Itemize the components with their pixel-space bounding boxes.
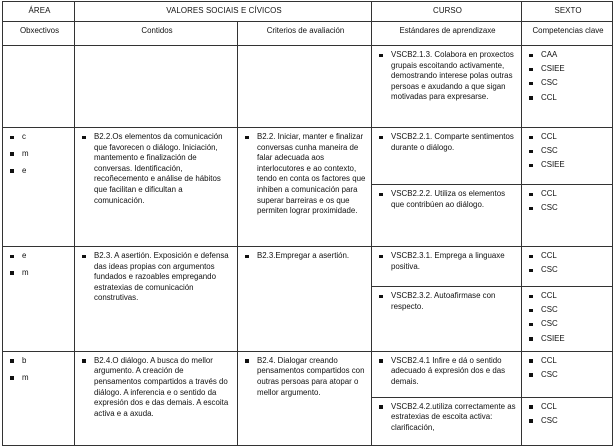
content-text: B2.2.Os elementos da comunicación que favorecen o diálogo. Iniciación, mantemento e finalización de conversas. Identificación, recoñecemento e análise de hábitos que facilitan e dificultan a comunicación.	[81, 132, 233, 206]
competence-item: CSC	[528, 146, 608, 157]
standard-cell	[372, 46, 522, 128]
standard-text: VSCB2.3.2. Autoafirmase con respecto.	[378, 291, 517, 312]
competence-item: CCL	[528, 291, 608, 302]
competence-item: CCL	[528, 356, 608, 367]
objective-item: m	[9, 149, 70, 160]
objective-item: m	[9, 373, 70, 384]
standard-text: VSCB2.1.3. Colabora en proxectos grupais escoitando activamente, demostrando interese polas outras persoas e axudando a que sigan motivadas para expresarse.	[378, 50, 517, 103]
area-header: ÁREA	[3, 2, 75, 22]
table-row	[3, 351, 613, 397]
standards-header: Estándares de aprendizaxe	[372, 22, 522, 46]
criteria-cell	[238, 247, 372, 352]
table-row	[3, 247, 613, 287]
competence-item: CSC	[528, 305, 608, 316]
content-text: B2.4.O diálogo. A busca do mellor argumento. A creación de pensamentos compartidos a través do diálogo. A inferencia e o sentido da expresión dos e das demais. A escoita activa e a axuda.	[81, 356, 233, 420]
competence-item: CSC	[528, 319, 608, 330]
standard-text: VSCB2.4.1 Infire e dá o sentido adecuado á expresión dos e das demais.	[378, 356, 517, 388]
subject-header: VALORES SOCIAIS E CÍVICOS	[75, 2, 372, 22]
criteria-text: B2.4. Dialogar creando pensamentos compartidos con outras persoas para atopar o mellor argumento.	[244, 356, 367, 398]
standard-cell	[372, 185, 522, 247]
course-label-header: CURSO	[372, 2, 522, 22]
competence-item: CSC	[528, 203, 608, 214]
subheader-row	[3, 22, 613, 46]
content-cell	[75, 46, 238, 128]
competences-cell	[522, 287, 613, 352]
objective-item: b	[9, 356, 70, 367]
competences-cell	[522, 128, 613, 185]
standard-cell	[372, 397, 522, 445]
competence-item: CSIEE	[528, 160, 608, 171]
standard-text: VSCB2.2.1. Comparte sentimentos durante o diálogo.	[378, 132, 517, 153]
objectives-cell	[3, 128, 75, 247]
competence-item: CSC	[528, 265, 608, 276]
competence-item: CSC	[528, 370, 608, 381]
objective-item: e	[9, 251, 70, 262]
criteria-cell	[238, 351, 372, 445]
table-row	[3, 46, 613, 128]
header-row	[3, 2, 613, 22]
competence-item: CAA	[528, 50, 608, 61]
competences-cell	[522, 397, 613, 445]
criteria-text: B2.3.Empregar a asertión.	[244, 251, 367, 262]
competence-item: CCL	[528, 93, 608, 104]
competences-header: Competencias clave	[522, 22, 613, 46]
criteria-cell	[238, 128, 372, 247]
competence-item: CCL	[528, 189, 608, 200]
objectives-cell	[3, 351, 75, 445]
standard-cell	[372, 287, 522, 352]
content-cell	[75, 247, 238, 352]
objectives-cell	[3, 46, 75, 128]
competence-item: CCL	[528, 132, 608, 143]
competences-cell	[522, 185, 613, 247]
standard-text: VSCB2.2.2. Utiliza os elementos que contribúen ao diálogo.	[378, 189, 517, 210]
competence-item: CSC	[528, 416, 608, 427]
objectives-cell	[3, 247, 75, 352]
content-cell	[75, 128, 238, 247]
standard-cell	[372, 351, 522, 397]
competences-cell	[522, 247, 613, 287]
competence-item: CSIEE	[528, 64, 608, 75]
criteria-cell	[238, 46, 372, 128]
standard-cell	[372, 128, 522, 185]
content-text: B2.3. A asertión. Exposición e defensa das ideas propias con argumentos fundados e razoables empregando estratexias de comunicación construtivas.	[81, 251, 233, 304]
competence-item: CSIEE	[528, 334, 608, 345]
course-value-header: SEXTO	[522, 2, 613, 22]
standard-text: VSCB2.3.1. Emprega a linguaxe positiva.	[378, 251, 517, 272]
objective-item: c	[9, 132, 70, 143]
standard-text: VSCB2.4.2.utiliza correctamente as estratexias de escoita activa: clarificación,	[378, 402, 517, 434]
criteria-header: Criterios de avaliación	[238, 22, 372, 46]
curriculum-table	[2, 1, 613, 446]
objective-item: e	[9, 166, 70, 177]
criteria-text: B2.2. Iniciar, manter e finalizar conversas cunha maneira de falar adecuada aos interlocutores e ao contexto, tendo en conta os factores que inhiben a comunicación para superar barreiras e os que permiten lograr proximidade.	[244, 132, 367, 217]
competence-item: CCL	[528, 402, 608, 413]
contents-header: Contidos	[75, 22, 238, 46]
competences-cell	[522, 351, 613, 397]
competence-item: CSC	[528, 78, 608, 89]
competence-item: CCL	[528, 251, 608, 262]
table-row	[3, 128, 613, 185]
standard-cell	[372, 247, 522, 287]
content-cell	[75, 351, 238, 445]
objective-item: m	[9, 268, 70, 279]
objectives-header: Obxectivos	[3, 22, 75, 46]
competences-cell	[522, 46, 613, 128]
